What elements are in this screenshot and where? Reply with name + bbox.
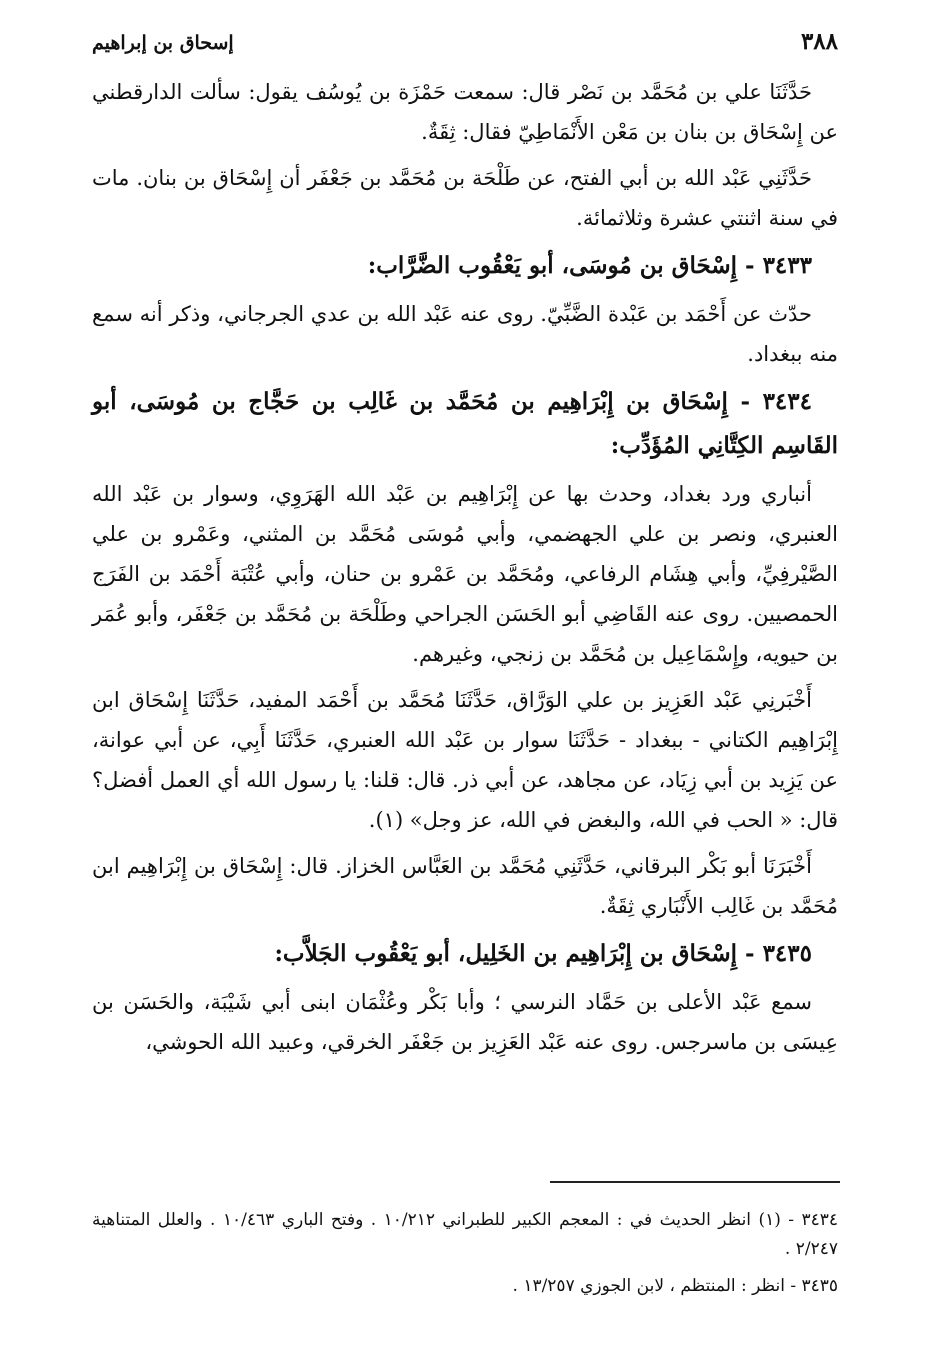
paragraph-entry-3435: سمع عَبْد الأعلى بن حَمَّاد النرسي ؛ وأبا بَكْر وعُثْمَان ابنى أبي شَيْبَة، والحَسَن بن عِيسَى بن ماسرجس. روى عنه عَبْد العَزِيز بن جَعْفَر الخرقي، وعبيد الله الحوشي، [92,990,838,1054]
paragraph-hamza-narration: حَدَّثَنَا علي بن مُحَمَّد بن نَصْر قال: سمعت حَمْزَة بن يُوسُف يقول: سألت الدارقطني عن إِسْحَاق بن بنان بن مَعْن الأَنْمَاطِيّ فقال: ثِقَةٌ. [92,80,838,144]
paragraph-entry-3434-grading: أَخْبَرَنَا أبو بَكْر البرقاني، حَدَّثَنِي مُحَمَّد بن العَبَّاس الخزاز. قال: إِسْحَاق بن إِبْرَاهِيم ابن مُحَمَّد بن غَالِب الأَنْبَاري ثِقَةٌ. [92,854,838,918]
entry-title-3433: ٣٤٣٣ - إِسْحَاق بن مُوسَى، أبو يَعْقُوب الضَّرَّاب: [367,252,812,279]
paragraph-entry-3434-teachers: أنباري ورد بغداد، وحدث بها عن إِبْرَاهِيم بن عَبْد الله الهَرَوِي، وسوار بن عَبْد الله العنبري، ونصر بن علي الجهضمي، وأبي مُوسَى مُحَمَّد بن المثني، وعَمْرو بن علي الصَّيْرفِيِّ، وأبي هِشَام الرفاعي، ومُحَمَّد بن عَمْرو بن حنان، وأبي عُتْبَة أَحْمَد بن الفَرَج الحمصيين. روى عنه القَاضِي أبو الحَسَن الجراحي وطَلْحَة بن مُحَمَّد بن جَعْفَر، وأبو عُمَر بن حيويه، وإِسْمَاعِيل بن مُحَمَّد بن زنجي، وغيرهم. [92,482,838,666]
footnote-3435: ٣٤٣٥ - انظر : المنتظم ، لابن الجوزي ١٣/٢٥٧ . [512,1276,838,1296]
main-text [92,72,838,1062]
running-header [92,28,838,72]
paragraph-entry-3433: حدّث عن أَحْمَد بن عَبْدة الضَّبِّيّ. روى عنه عَبْد الله بن عدي الجرجاني، وذكر أنه سمع منه ببغداد. [92,302,838,366]
entry-title-3434: ٣٤٣٤ - إِسْحَاق بن إِبْرَاهِيم بن مُحَمَّد بن غَالِب بن حَجَّاج بن مُوسَى، أبو القَاسِم الكِتَّانِي المُؤَدِّب: [92,388,838,459]
paragraph-entry-3434-hadith: أَخْبَرنِي عَبْد العَزِيز بن علي الوَرَّاق، حَدَّثَنَا مُحَمَّد بن أَحْمَد المفيد، حَدَّثَنَا إِسْحَاق ابن إِبْرَاهِيم الكتاني - ببغداد - حَدَّثَنَا سوار بن عَبْد الله العنبري، حَدَّثَنَا أَبِي، عن أبي عوانة، عن يَزِيد بن أبي زِيَاد، عن مجاهد، عن أبي ذر. قال: قلنا: يا رسول الله أي العمل أفضل؟ قال: « الحب في الله، والبغض في الله، عز وجل» (١). [92,688,838,832]
entry-title-3435: ٣٤٣٥ - إِسْحَاق بن إِبْرَاهِيم بن الخَلِيل، أبو يَعْقُوب الجَلاَّب: [274,940,812,967]
footnotes [92,1206,838,1309]
running-title: إسحاق بن إبراهيم [92,32,234,54]
footnote-3434: ٣٤٣٤ - (١) انظر الحديث في : المعجم الكبير للطبراني ١٠/٢١٢ . وفتح الباري ١٠/٤٦٣ . والعلل المتناهية ٢/٢٤٧ . [92,1210,839,1259]
page-number: ٣٨٨ [800,28,838,55]
paragraph-death-date: حَدَّثَنِي عَبْد الله بن أبي الفتح، عن طَلْحَة بن مُحَمَّد بن جَعْفَر أن إِسْحَاق بن بنان. مات في سنة اثنتي عشرة وثلاثمائة. [92,166,838,230]
footnote-divider [550,1181,840,1183]
